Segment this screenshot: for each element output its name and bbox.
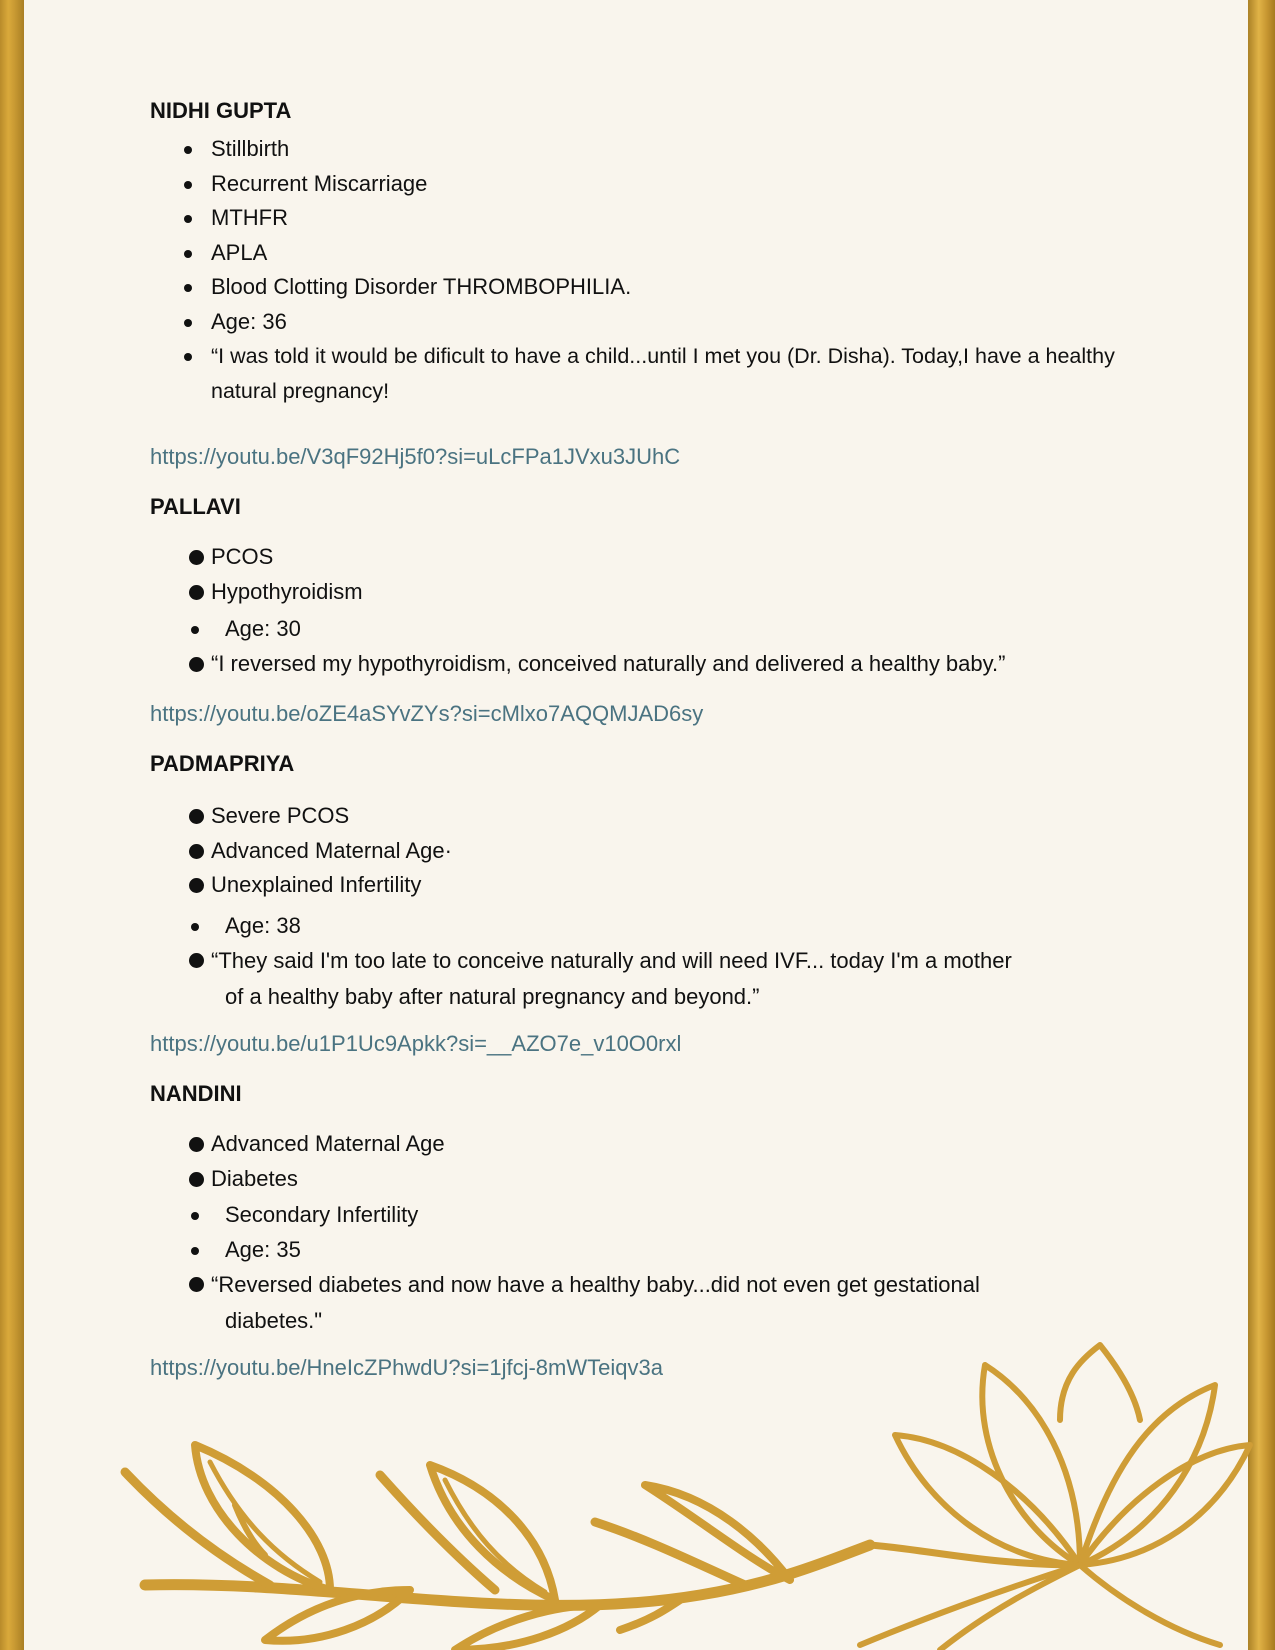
testimonial-quote: “I was told it would be dificult to have a child...until I met you (Dr. Disha). Today,I have a healthy natural pregnancy! [150, 339, 1240, 408]
lotus-petal-icon [860, 1565, 1080, 1645]
list-item: Diabetes [150, 1162, 1240, 1197]
list-item: Age: 36 [150, 305, 1240, 340]
testimonial-quote: “I reversed my hypothyroidism, conceived naturally and delivered a healthy baby.” [150, 647, 1240, 682]
list-item: Blood Clotting Disorder THROMBOPHILIA. [150, 270, 1240, 305]
patient-name: PALLAVI [150, 494, 241, 519]
list-item: Unexplained Infertility [150, 868, 1240, 903]
list-item: Age: 35 [150, 1233, 1240, 1268]
list-item: Advanced Maternal Age [150, 1127, 1240, 1162]
list-item: Age: 30 [150, 612, 1240, 647]
list-item: Severe PCOS [150, 799, 1240, 834]
testimonial-quote: “Reversed diabetes and now have a healthy baby...did not even get gestational diabetes." [150, 1267, 1240, 1339]
video-link[interactable]: https://youtu.be/HneIcZPhwdU?si=1jfcj-8mWTeiqv3a [150, 1355, 663, 1380]
list-item: PCOS [150, 540, 1240, 575]
list-item: Hypothyroidism [150, 575, 1240, 610]
testimonial-quote: “They said I'm too late to conceive naturally and will need IVF... today I'm a mother of a healthy baby after natural pregnancy and beyond.” [150, 943, 1240, 1015]
list-item: Advanced Maternal Age· [150, 834, 1240, 869]
list-item: Age: 38 [150, 909, 1240, 944]
patient-name: NIDHI GUPTA [150, 98, 292, 123]
leaf-icon [645, 1485, 790, 1580]
video-link[interactable]: https://youtu.be/u1P1Uc9Apkk?si=__AZO7e_v10O0rxl [150, 1031, 682, 1056]
patient-name: NANDINI [150, 1081, 242, 1106]
video-link[interactable]: https://youtu.be/oZE4aSYvZYs?si=cMlxo7AQQMJAD6sy [150, 701, 704, 726]
list-item: Stillbirth [150, 132, 1240, 167]
lotus-petal-icon [1060, 1345, 1140, 1420]
leaf-icon [455, 1605, 600, 1650]
list-item: APLA [150, 236, 1240, 271]
video-link[interactable]: https://youtu.be/V3qF92Hj5f0?si=uLcFPa1JVxu3JUhC [150, 444, 681, 469]
list-item: Secondary Infertility [150, 1198, 1240, 1233]
lotus-petal-icon [1080, 1565, 1220, 1645]
patient-name: PADMAPRIYA [150, 751, 295, 776]
list-item: MTHFR [150, 201, 1240, 236]
list-item: Recurrent Miscarriage [150, 167, 1240, 202]
